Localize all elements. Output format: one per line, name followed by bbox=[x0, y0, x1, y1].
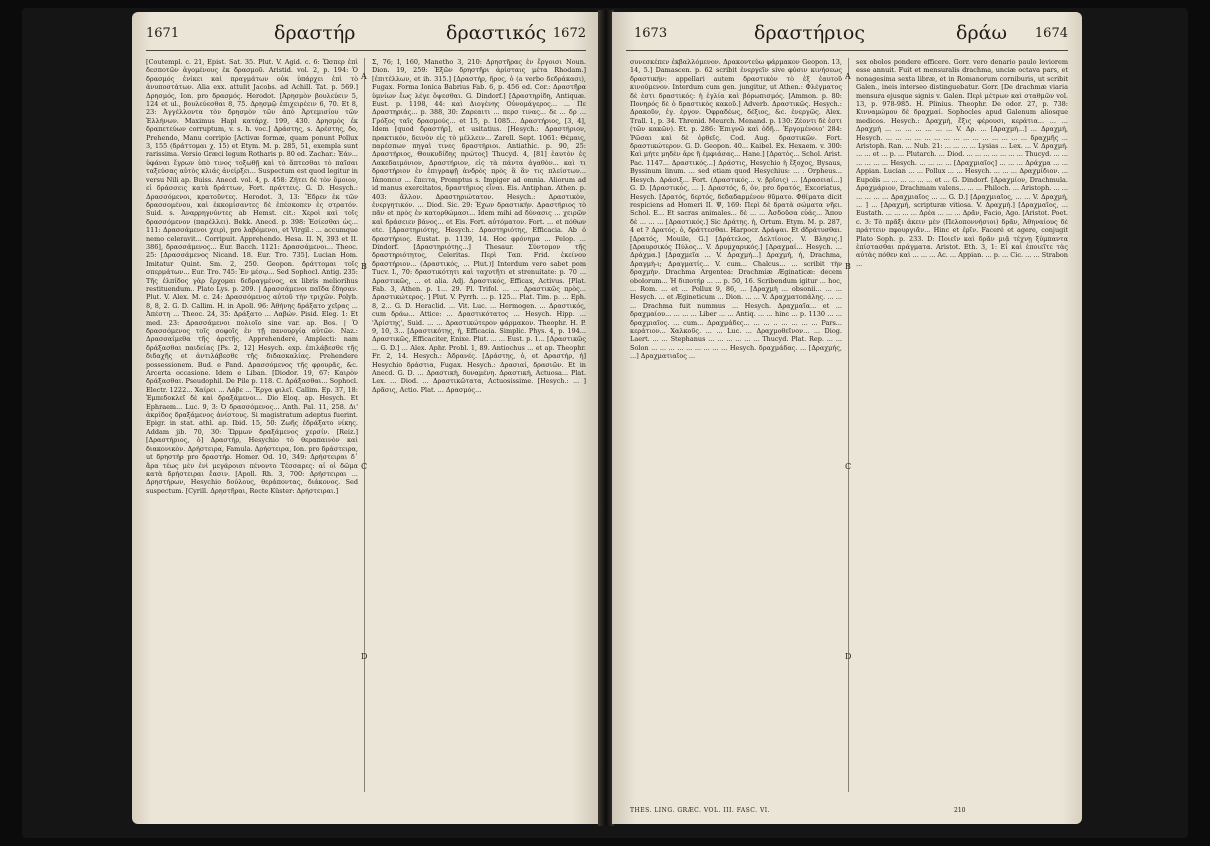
right-column-number-1: 1673 bbox=[634, 26, 668, 41]
right-page bbox=[612, 12, 1082, 824]
left-headword-2: δραστικός bbox=[446, 22, 547, 44]
left-margin-letter-a: A bbox=[361, 72, 367, 81]
left-header-rule bbox=[146, 50, 586, 51]
left-page bbox=[132, 12, 600, 824]
right-headword-1: δραστήριος bbox=[754, 22, 866, 44]
left-margin-letter-c: C bbox=[361, 462, 368, 471]
left-column-2-text: Σ, 76; Ι, 160, Manetho 3, 210: Δρηστῆρας ἐν ἔργοισι Noun. Dion. 19, 259: Ἐξῶν δρηστῆρι ἀρίσταις μέτα Rhodam.] [ἐπιτέλλων, et ih. 315.] [Δραστήρ, ἥρος, ὁ (a verbo δεδράκασι), Fugax. Forma Ionica Babrius Fab. 6, p. 456 ed. Cor.: Δραστῆρα ὑμνίων ἔως λέγε ὄψεσθαι. G. Dindorf.] [Δραστηρίδη, Antiquæ. Eust. p. 1198, 44: καὶ Διογένης Οὐνομάγερος... ... Πε Δραστηριάς... p. 388, 30: Ζαρεαιτι ... περσ τινας... δε ... δρ ... Γρόξος ταῖς δρασμούς... et 15, p. 1085... Δραστήριος, [3, 4], Idem [quod δραστήρ], et usitatius. [Hesych.: Δραστήριον, πρακτικόν, δεινὸν εἰς τὸ μέλλειν... Zarell. Sept. 1061: Θέμαις, παρέσπων πηγαὶ τινες δραστήριοι. Antiathic. p. 90, 25: Δραστήριος, Θουκυδίδης πρώτος] Thucyd. 4, [81] ἐαυτὸν ἐς Λακεδαιμόνιον, Δραστήριον, εἰς τὰ πάντα ἀγαθὸν... καὶ τι δραστήριον ἐν ἐπιγραφῇ ἀνδρὸς πρὸς ἃ ἂν τις πλείστων... Iἀποπεισ ... ἔπειτα, Promptus s. Impiger ad omnia. Aliorum ad id manus exercitatos, δραστήριος εἶναι. Eis. Antiphan. Athen. p. 403: ἄλλον. Δραστηριώτατον. Hesych.: Δραστικὸν, ἐνεργητικόν. ... Diod. Sic. 29: Ἐχων δραστικήν. Δραστήριος τὸ πᾶν et πρὸς ἐν κατορθώμασι... Idem mihi ad δύνασις ... χειρῶν καὶ δράσειεν βάνος... et Eis. Fort. αὐτόματον. Fort. ... et πόθων etc. [Δραστηριότης, Hesych.: Δραστηριότης, Efficacia. Ab ὁ δραστήριος. Eustat. p. 1139, 14. Hoc φρόνημα ... Pelop. ... Dindorf. [Δραστηριότης...] Thesaur. Σύντομον τῆς δραστηριότητος, Celeritas. Περὶ Ταπ. Frid. ἐκείνου δραστήριον... (Δραστικός, ... Plut.)] Interdum vero sabet pom Tucv. I., 70: δραστικότητι καὶ ταχυτῆτι et strenuitate: p. 70 ... Δραστικῶς, ... et alia. Adj. Δραστικός, Efficax, Activus. [Plat. Fab. 3, Athen. p. 1... 29. Pl. Trifol. ... ... Δραστικῶς πρὸς... Δραστικώτερος. ] Plut. V. Pyrrh. ... p. 125... Plat. Tim. p. ... Eph. 8, 2... G. D. Heraclid. ... Vit. Luc. ... Hermogen. ... Δραστικός, cum δράω... Attice: ... Δραστικότατος ... Hesych. Hipp. ... 'Ἀρίστης', Suid. ... ... Δραστικώτερον φάρμακον. Theophr. H. P. 9, 10, 3... [Δραστικότης, ἡ, Efficacia. Simplic. Phys. 4, p. 194... Δραστικῶς, Efficaciter, Enixe. Plut. ... ... Eust. p. 1... [Δραστικῶς ... G. D.] ... Alex. Aphr. Probl. 1, 89. Antiochus ... et ap. Theophr. Fr. 2, 14. Hesych.: Ἀδρανές. [Δράστης, ὁ, et Δραστήρ, ἡ] Hesychio δράστια, Fugax. Hesych.: Δρασιαί, δρασιῶν. Et in Anecd. G. D. ... Δραστικὴ, δυναμένη. Δραστικὴ, Actuosa... Plat. Lex. ... Diod. ... Δραστικῶτατα, Actuosissime. [Hesych.: ... ] Δρᾶσις, Actio. Plat. ... Δρασμός... bbox=[372, 58, 586, 394]
left-margin-letter-b: B bbox=[361, 262, 367, 271]
right-column-number-2: 1674 bbox=[1034, 26, 1068, 41]
right-page-header bbox=[626, 22, 1068, 52]
left-column-number-1: 1671 bbox=[146, 26, 180, 41]
left-column-divider bbox=[364, 58, 365, 792]
right-column-2-text: sex obolos pondere efficere. Gorr. vero denario paulo leviorem esse annuit. Fuit et mensuralis drachma, unciæ octava pars, et nonagesima sexta libræ, et in Romanorum corniburis, ut scribit Galen., ineis interseo distinguebatur. Gorr. [De drachmæ viaria mensura ejusque signis v. Galen. Περὶ μέτρων καὶ σταθμῶν vol. 13, p. 978-985. H. Plinius. Theophr. De odor. 27, p. 738: Κινναμώμου δὲ δραχμαί. Sophocles apud Galenum aliosque medicos. Hesych.: Δραχμή, ἕξις φέρουσι, κεράτια... ... ... Δραχμή ... ... ... ... ... ... ... V. Δρ. ... [Δραχμή...] ... Δραχμή, Hesych. ... ... ... ... ... ... ... ... ... ... ... ... ... ... ... δραχμῆς ... Aristoph. Ran. ... Nub. 21: ... ... ... ... Lysias ... Lex. ... V. Δραχμή. ... ... et ... p. ... Plutarch. ... Diod. ... ... ... ... ... ... ... Thucyd. ... ... ... ... ... ... Hesych. ... ... ... ... [Δραχμιαῖος] ... ... ... Δράχμα ... ... Appian. Lucian ... ... Pollux ... ... Hesych. ... ... ... Δραχμίδιον. ... Eupolis ... ... ... ... ... ... et ... G. Dindorf. [Δραχμίον, Drachmula. Δραχμάριον, Drachmam valens... ... ... Philoch. ... Aristoph. ... ... ... ... ... ... Δραχμιαῖος ... ... G. D.] [Δραχμιαῖος, ... ... V. Δραχμή, ... ] ... [Δραχμή, scripturæ vitiosa. V. Δραχμή.] [Δραχμαῖος, ... Eustath. ... ... ... ... Δρέα ... ... ... Δρᾶν, Facio, Ago. [Aristot. Poet. c. 3: Τὸ πρᾶξι ἀκειν μὲν (Πελοποννήσιοι) δρᾶν, Ἀθηναίους δὲ πράττειν πφουργιᾶν... Hinc et ἐρῖν. Faceré et agere, conjugit Plato Soph. p. 233. D: Ποιεῖν καὶ δρᾶν μιᾷ τέχνῃ ξύμπαντα ἐπίστασθαι πράγματα. Aristot. Eth. 3, 1: Εἰ καὶ ἐποιεῖτε τὰς αὐτὰς πόθεν καὶ ... ... ... Ac. ... Appian. ... p. ... Cic. ... ... Strabon ... bbox=[856, 58, 1068, 268]
right-column-divider bbox=[848, 58, 849, 792]
right-header-rule bbox=[626, 50, 1068, 51]
left-column-1-text: [Coutempl. c. 21, Epist. Sat. 35. Plut. V. Agid. c. 6: Ὥσπερ ἐπὶ δεσποτῶν ἀγομένους ἐκ δρασμοῦ. Aristid. vol. 2, p. 194: Ὁ δρασμός ἐνίκει καὶ πραγμάτων οὐκ ὑπάρχει ἐπὶ τὸ ἀνυποστάτων. Alia exx. attulit Jacobs. ad Achill. Tat. p. 569.] Δρησμός, Ion. pro δρασμός. Herodot. [Ἀρησμὸν βουλεύειν 5, 124 et ul., βουλεύεσθαι 8, 75. Δρησμῷ ἐπιχειρέειν 6, 70. Et 8, 23: Ἀγγέλλοντα τὸν δρησμὸν τῶν ἀπὸ Ἀρτεμισίου τῶν Ἑλλήνων. Maximus Hapl κατάρχ. 199, 430. Δρησμὸς ἐκ δραπετεύων corruptum, v. s. h. voc.] Δράστης, s. Δρέστης, δο, Prehendo, Manu corripio [Activæ formæ, quam ponunt Pollux 3, 155 (δράττομαι χ. 15) et Etym. M. p. 285, 51, exempla sunt rarissima. Versio Græci legum Rotharis p. 80 ed. Zachar.: Ἐάν... ὑφάναι ἔγρων ὑπὸ τινος τοξωθῇ καὶ τὸ ἅπτεσθαι τὸ παῖσαι ταξεύσας αὐτὸς κλιάς ἀνείρξει... Suspectum est quod legitur in versu Nili ap. Buiss. Anecd. vol. 4, p. 458: Ζήτει δὲ τὸν ὅμοιον, εἰ δράσσεις κατὰ δράττων, Fort. πράττεις. G. D. Hesych.: Δρασσόμενοι, κρατοῦντες. Herodot. 3, 13: Ἔδρεν ἐκ τῶν δρασσομένου, καὶ ἐκκομίσαντες δὲ ἐπέσκοπεν ἐς στρατόν. Suid. s. Ἀναρρηγνύντες ab Hemst. cit.: Χεροὶ καὶ τοῖς δρασσόμενον (παρέλλει). Bekk. Anecd. p. 398: Ἐσίεσθαι ὡς... 111: Δρασσάμενοι χειρὶ, pro λαβόμενοι, et Virgil.: ... accumque nemo celeravit... Corripuit. Apprehendo. Hesa. II. N, 393 et II. 386], δρασσάμενος... Eur. Bacch. 1121: Δρασσάμενοι... Theoc. 25: [Δρασσάμενος Nicand. 18. Eur. Tro. 735]. Lucian Hom. Imitatur Quint. Sm. 2, 250. Geopon. δράττομαι τοῖς σπερμάτων... Eur. Tro. 745: Ἐν μέσῳ... Sed Sophocl. Antig. 235: Τῆς ἐλπίδος γὰρ ἔρχομαι δεδραγμένος, ex libris meliorihus restituendum.. Plato Lys. p. 209. | Δρασσάμενοι παῖδα ἔδησαν. Plut. V. Alex. M. c. 24: Δρασσόμενος αὐτοῦ τὴν τριχῶν. Polyb. 8, 8, 2. G. D. Callim. H. in Apoll. 96: Ἀθήνης δράξατο χεῖρας ... Ἀπέστη ... Theoc. 24, 35: Δράξατο ... Λαβών. Pisid. Eleg. 1: Et med. 23: Δρασσάμενοι πολιοῖο sine var. ap. Bos. | Ὁ δρασσόμενος τοῖς σοφοῖς ἐν τῇ πανουργίᾳ αὐτῶν. Naz.: Δρασσαίμεθα τῆς ἀρετῆς. Apprehenderé, Amplecti: nam δράξασθαι παιδείας [Ps. 2, 12] Hesych. exp. ἐπιλάβεσθε τῆς διδαχῆς et ἀντιλάβεσθε τῆς διδασκαλίας. Prehendere possessionem. Bud. e Pand. Δρασσόμενος τῆς φρουρᾶς, &c. Arcerta occasione. Idem e Liban. [Diodor. 19, 67: Καιρὸν δράξασθαι. Pseudophil. De Pile p. 118. C. Δράξασθαι... Sophocl. Electr. 1222... Χαίρει ... Λάβε ... Ἔργα φιλεῖ. Callim. Ep. 37, 18: Ἐμπεδοκλεῖ δὲ καὶ δραξάμενοι... Dio Eloq. ap. Hesych. Et Ephraem... Luc. 9, 3: Ὀ δρασσόμενος... Anth. Pal. 11, 258. Δι' ἀκρίδος δραξάμενος ἀνίστους. Si magistratum adeptus fuerint. Epigr. in stat. athl. ap. Ibid. 15, 50: Ζωῆς ἐδράξατο νίκης. Addam jib. 70, 30: Ὥρμων δραξάμενος χερσίν. [Reiz.] [Δραστήριος, ὁ] Δραστήρ, Hesychio τὸ θεραπαινὸν καὶ διακονικὸν. Δρήστειρα, Famula. Δρήστειρα, Ion. pro δράστειρα, ut δρηστήρ pro δραστήρ. Homer. Od. 10, 349: Δρήστειραι δ᾽ ἄρα τέως μὲν ἐνὶ μεγάροισι πένοντο Τέσσαρες: αἱ οἱ δῶμα κατὰ δρήστειραι ἔασιν. [Apoll. Rh. 3, 700: Δρήστειραι ... Δρηστήρων, Hesychio δούλους, θεράποντας, διάκονος. Sed suspectum. [Cyrill. Δρηστῆραι, Recte Küster: Δρήστειραι.] bbox=[146, 58, 358, 495]
page-footer-number: 210 bbox=[954, 807, 966, 814]
page-footer-signature: THES. LING. GRÆC. VOL. III. FASC. VI. bbox=[630, 807, 771, 814]
left-headword-1: δραστήρ bbox=[274, 22, 356, 44]
right-column-1-text: συνεσκέπεν ἐκβαλλόμενον. Δρακοντεύω φάρμακον Geopon. 13, 14, 5.] Damascen. p. 62 scribit ἐνεργεῖν sive φύσιν κινήσεως δραστικήν: appellari autem δραστικὸν τὸ ἐξ ἑαυτοῦ κινούμενον. Interdum cum gen. jungitur, ut Athen.: Φλέγματος δὲ ἐστι δραστικός: ἡ ἐγλία καὶ βόρωπισμός. [Ammon. p. 80: Πονηρός δὲ ὁ δραστικὸς κακοῦ.] Adverb. Δραστικῶς. Hesych.: Δρακοῦν, ἐγ. ἐργον. Ὀφραδέως, δέξιος, &c. ἐνεργῶς. Alex. Trall. 1, p. 34. Threnid. Meurch. Menand. p. 130: Ζέοντι δὲ ἑστι (τῶν κακῶν). Et. p. 286: Ἐπιγνῶ καὶ ὁδῆ... Ἐργομένοιο' 284: Ῥῶσαι καὶ δὲ ὀρθεῖς. Cod. Aug. δραστικῶν. Fort. δραστικώτερον. G. D. Geopon. 40... Kaibel. Ex. Hexaem. v. 300: Καὶ μήτε μηδὲν ἀρε ἢ ἐμφιάσας... Hane.] [Δρατὸς... Schol. Arist. Pac. 1147... Δραστικός...] Δράστις, Hesychio ἡ ἔξοχος, Bysaus, Byssinum linum. ... sed etiam quod Hesychius: ... . Orpheus... Hesych. Δράσιξ... Fort. (Δραστικός... v. βρῖσις) ... [Δρασειαί...] G. D. [Δραστικὸς, ... ]. Δραστός, δ, ὁν, pro δρατός, Excoriatus, Hesych. [Δρατός, δερτός, δεδαδαρμένον θῦματο. Φθίματα dicit respiciens ad Homeri II. Ψ, 169: Περὶ δὲ δρατὰ σώματα νῆει. Schol. Ε... Et sacras animales... δὲ ... ... Ἀσδοῦσα εὐάς... Ἄπου δὲ ... ... ... [Δραστικός.] Sic Δράτης. ἡ, Ortum. Etym. M. p. 287, 4 et ? Δρατός. ὁ, δράττεσθαι. Harpocr. Δράψαι. Et dδράτυσθαι. [Δρατός, Mouile, G.] [Δράτελος, Δελτίοιος. V. Βλησις.] [Δραυρσικός Πύλος... V. Δρυμχαρικός.] [Δραχμαί... Hesych. ... Δράχμα.] [Δραχμεῖα ... V. Δραχμή...] Δραχμή, ἡ, Drachma, Δραγμὴ-ι; Δραγματίς... V. cum... Chalcus... ... scribit τὴν δραχμήν. Drachma Argentea: Drachmiæ Æginaticæ: decem obolorum... Ἡ διποτήρ ... ... p. 50, 16. Scribendum igitur ... hoc, ... Rom. ... et ... Pollux 9, 86, ... [Δραχμὴ ... obsonii... ... ... Hesych. ... et Ægineticum ... Dion. ... ... V. Δραχματοπάλης. ... ... ... Drachma fuit nummus ... Hesych. Δραχμαῖα... et ... δραχμαίου... ... ... ... Liber ... ... Antiq. ... ... hinc ... p. 1130 ... ... δραχμιαῖος. ... cum... Δραχμάδες... ... ... .. ... ... ... ... Pars... κεράτιον... Χαλκοῦς. ... ... Luc. ... Δραχμοθεῖνον... ... Diog. Laert. ... ... Stephanus ... ... ... ... ... ... Thucyd. Plat. Rep. ... ... Solon ... ... ... ... ... ... ... ... ... Hesych. δραχμάδας. ... [Δραχμής, ...] Δραχματιαῖος ... bbox=[630, 58, 842, 361]
left-column-number-2: 1672 bbox=[552, 26, 586, 41]
right-margin-letter-d: D bbox=[845, 652, 852, 661]
right-headword-2: δράω bbox=[956, 22, 1007, 44]
right-margin-letter-b: B bbox=[845, 262, 851, 271]
left-margin-letter-d: D bbox=[361, 652, 368, 661]
right-margin-letter-a: A bbox=[845, 72, 851, 81]
right-margin-letter-c: C bbox=[845, 462, 852, 471]
left-page-header bbox=[146, 22, 586, 52]
